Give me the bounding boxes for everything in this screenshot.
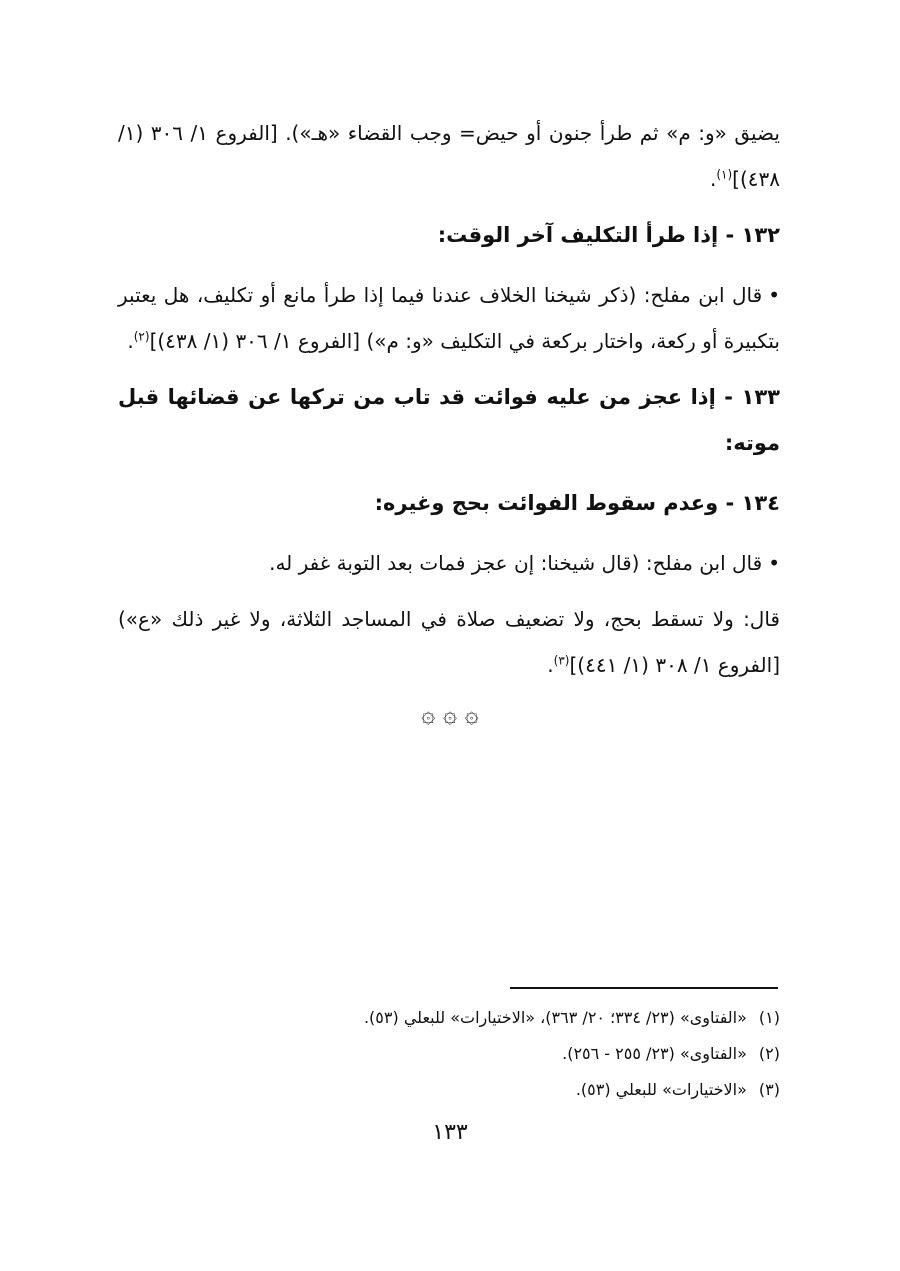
footnote-2: [118, 1036, 780, 1072]
footnote-text: «الاختيارات» للبعلي (٥٣).: [575, 1080, 747, 1099]
footnotes: [118, 1000, 780, 1108]
paragraph-text: قال: ولا تسقط بحج، ولا تضعيف صلاة في المساجد الثلاثة، ولا غير ذلك «ع») [الفروع ١/ ٣٠٨ (١/ ٤٤١)]: [118, 607, 780, 677]
footnote-ref-1: (١): [716, 167, 733, 182]
paragraph-ibn-muflih-1: [118, 272, 780, 364]
period: .: [547, 653, 554, 677]
section-heading-133: ١٣٣ - إذا عجز من عليه فوائت قد تاب من تركها عن قضائها قبل موته:: [118, 385, 780, 455]
period: .: [127, 329, 134, 353]
paragraph-text: يضيق «و: م» ثم طرأ جنون أو حيض= وجب القضاء «هـ»). [الفروع ١/ ٣٠٦ (١/ ٤٣٨)]: [118, 121, 780, 191]
footnote-number: (٢): [758, 1044, 780, 1063]
section-heading-132: ١٣٢ - إذا طرأ التكليف آخر الوقت:: [437, 223, 780, 247]
paragraph-text: قال ابن مفلح: (قال شيخنا: إن عجز فمات بعد التوبة غفر له.: [269, 551, 763, 575]
footnote-3: [118, 1072, 780, 1108]
footnote-divider: [510, 987, 778, 989]
paragraph-text: قال ابن مفلح: (ذكر شيخنا الخلاف عندنا فيما إذا طرأ مانع أو تكليف، هل يعتبر بتكبيرة أو ركعة، واختار بركعة في التكليف «و: م») [الفروع ١/ ٣٠٦ (١/ ٤٣٨)]: [118, 283, 780, 353]
main-text: [118, 110, 780, 698]
paragraph-ibn-muflih-2: [118, 540, 780, 586]
footnote-number: (١): [758, 1008, 780, 1027]
bullet-icon: •: [768, 283, 780, 307]
footnote-text: «الفتاوى» (٢٣/ ٣٣٤؛ ٢٠/ ٣٦٣)، «الاختيارات» للبعلي (٥٣).: [363, 1008, 747, 1027]
page-number: ١٣٣: [432, 1120, 468, 1145]
footnote-ref-2: (٢): [133, 329, 150, 344]
section-separator-ornament-icon: ۞ ۞ ۞: [421, 700, 479, 728]
footnote-1: [118, 1000, 780, 1036]
paragraph-qala: [118, 596, 780, 688]
footnote-text: «الفتاوى» (٢٣/ ٢٥٥ - ٢٥٦).: [562, 1044, 747, 1063]
footnote-number: (٣): [758, 1080, 780, 1099]
section-heading-134: ١٣٤ - وعدم سقوط الفوائت بحج وغيره:: [374, 491, 780, 515]
bullet-icon: •: [768, 551, 780, 575]
paragraph-continuation: [118, 110, 780, 202]
period: .: [709, 167, 717, 191]
footnote-ref-3: (٣): [553, 653, 570, 668]
